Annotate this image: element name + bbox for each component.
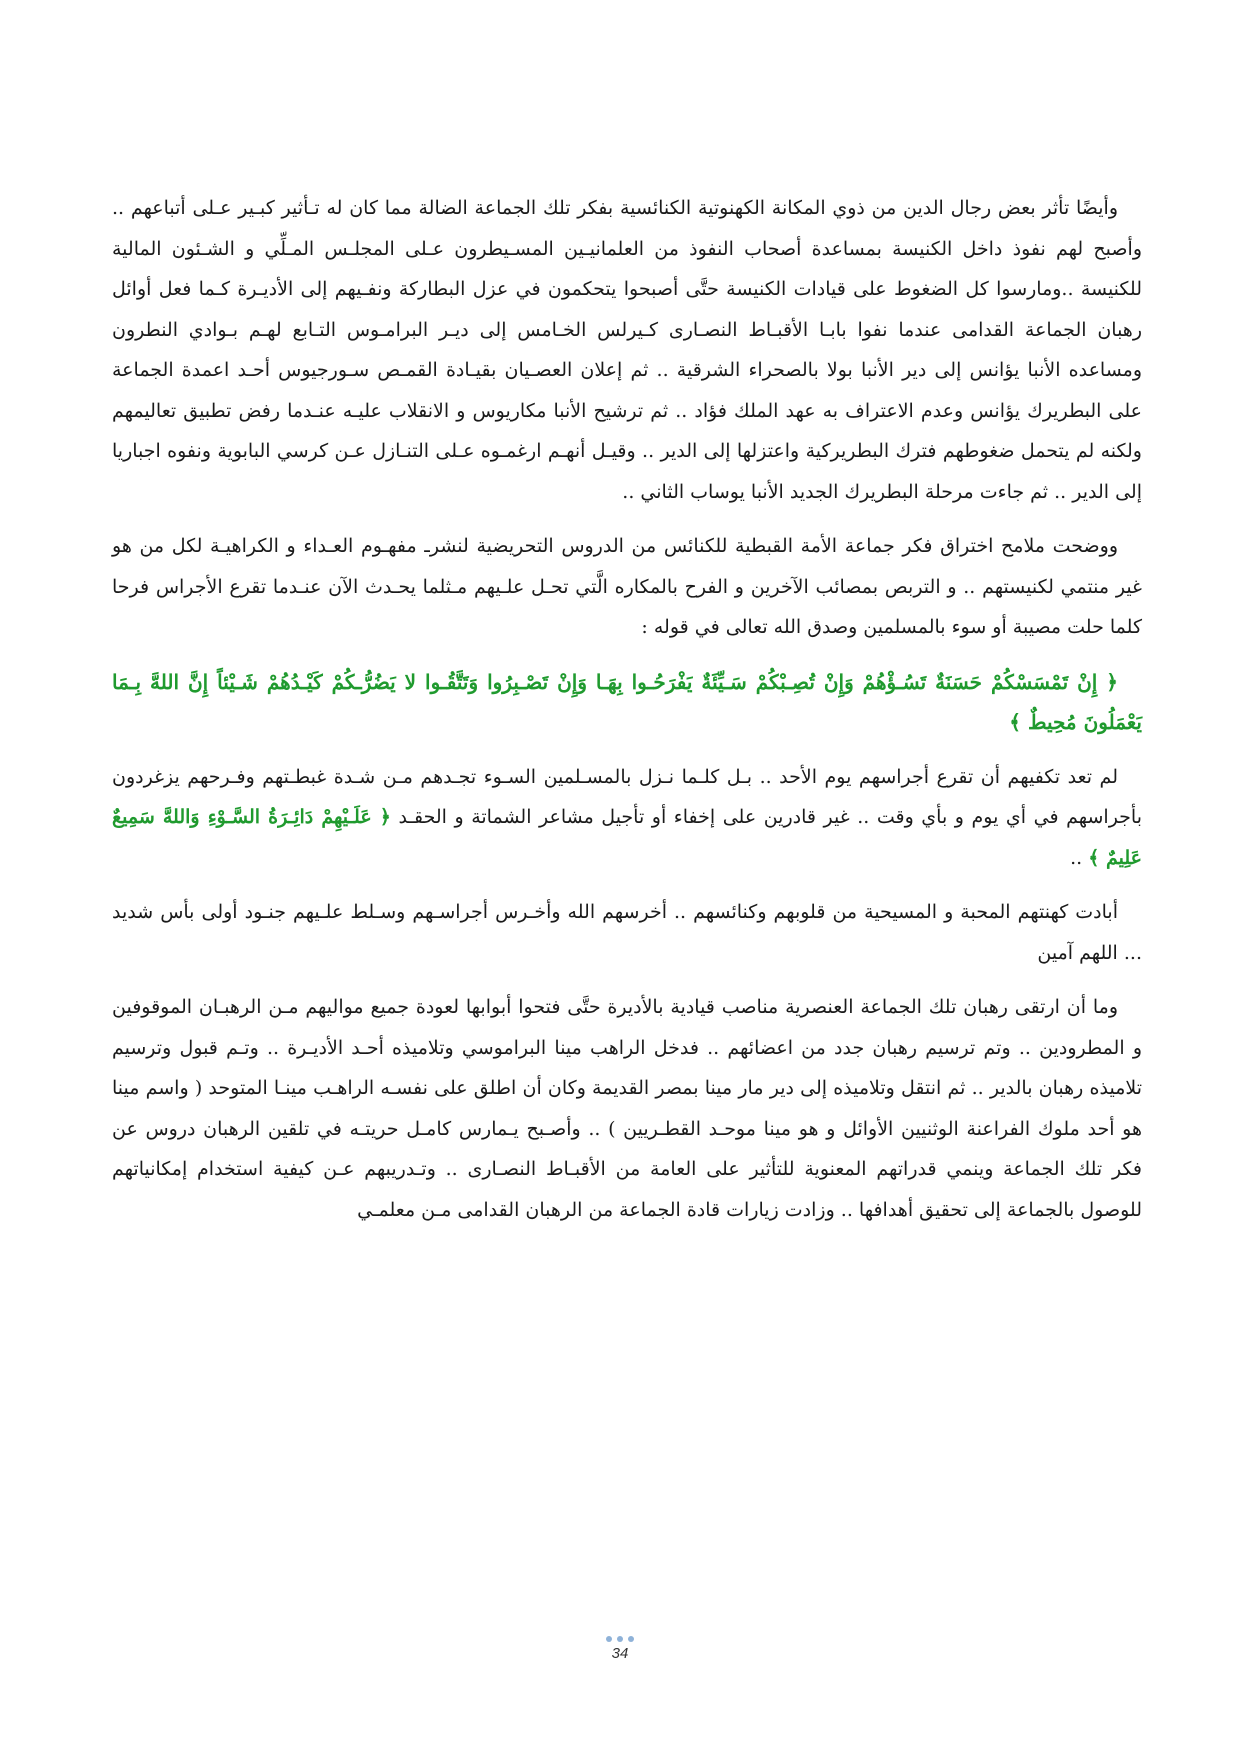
paragraph-2: ووضحت ملامح اختراق فكر جماعة الأمة القبطية للكنائس من الدروس التحريضية لنشرـ مفهـوم العـداء و الكراهيـة لكل من هو غير منتمي لكنيستهم .. و التربص بمصائب الآخرين و الفرح بالمكاره الَّتي تحـل علـيهم مـثلما يحـدث الآن عنـدما تقرع الأجراس فرحا كلما حلت مصيبة أو سوء بالمسلمين وصدق الله تعالى في قوله :	[112, 535, 1142, 638]
page-dots-ornament	[0, 1636, 1240, 1644]
paragraph-1: وأيضًا تأثر بعض رجال الدين من ذوي المكانة الكهنوتية الكنائسية بفكر تلك الجماعة الضالة مما كان له تـأثير كبـير عـلى أتباعهم .. وأصبح لهم نفوذ داخل الكنيسة بمساعدة أصحاب النفوذ من العلمانيـين المسـيطرون عـلى المجلـس المـلِّي و الشـئون المالية للكنيسة ..ومارسوا كل الضغوط على قيادات الكنيسة حتَّى أصبحوا يتحكمون في عزل البطاركة ونفـيهم إلى الأديـرة كـما فعل أوائل رهبان الجماعة القدامى عندما نفوا بابـا الأقبـاط النصـارى كـيرلس الخـامس إلى ديـر البرامـوس التـابع لهـم بـوادي النطرون ومساعده الأنبا يؤانس إلى دير الأنبا بولا بالصحراء الشرقية .. ثم إعلان العصـيان بقيـادة القمـص سـورجيوس أحـد اعمدة الجماعة على البطريرك يؤانس وعدم الاعتراف به عهد الملك فؤاد .. ثم ترشيح الأنبا مكاريوس و الانقلاب عليـه عنـدما رفض تطبيق تعاليمهم ولكنه لم يتحمل ضغوطهم فترك البطريركية واعتزلها إلى الدير .. وقيـل أنهـم ارغمـوه عـلى التنـازل عـن كرسي البابوية ونفوه اجباريا إلى الدير .. ثم جاءت مرحلة البطريرك الجديد الأنبا يوساب الثاني ..	[112, 197, 1142, 503]
dot-icon	[606, 1636, 612, 1642]
paragraph-3	[112, 757, 1142, 879]
paragraph-5: وما أن ارتقى رهبان تلك الجماعة العنصرية مناصب قيادية بالأديرة حتَّى فتحوا أبوابها لعودة جميع مواليهم مـن الرهبـان الموقوفين و المطرودين .. وتم ترسيم رهبان جدد من اعضائهم .. فدخل الراهب مينا البراموسي وتلاميذه أحـد الأديـرة .. وتـم قبول وترسيم تلاميذه رهبان بالدير .. ثم انتقل وتلاميذه إلى دير مار مينا بمصر القديمة وكان أن اطلق على نفسـه الراهـب مينـا المتوحد ( واسم مينا هو أحد ملوك الفراعنة الوثنيين الأوائل و هو مينا موحـد القطـريين ) .. وأصـبح يـمارس كامـل حريتـه في تلقين الرهبان دروس عن فكر تلك الجماعة وينمي قدراتهم المعنوية للتأثير على العامة من الأقبـاط النصـارى .. وتـدريبهم عـن كيفية استخدام إمكانياتهم للوصول بالجماعة إلى تحقيق أهدافها .. وزادت زيارات قادة الجماعة من الرهبان القدامى مـن معلمـي	[112, 996, 1142, 1221]
dot-icon	[617, 1636, 623, 1642]
paragraph-4: أبادت كهنتهم المحبة و المسيحية من قلوبهم وكنائسهم .. أخرسهم الله وأخـرس أجراسـهم وسـلط علـيهم جنـود أولى بأس شديد ... اللهم آمين	[112, 901, 1142, 964]
page-number: 34	[611, 1645, 629, 1662]
paragraph-3-ending: ..	[1070, 846, 1089, 869]
paragraph-3-text: لم تعد تكفيهم أن تقرع أجراسهم يوم الأحد .. بـل كلـما نـزل بالمسـلمين السـوء تجـدهم مـن شـدة غبطـتهم وفـرحهم يزغردون بأجراسهم في أي يوم و بأي وقت .. غير قادرين على إخفاء أو تأجيل مشاعر الشماتة و الحقـد	[112, 765, 1142, 828]
document-body	[112, 188, 1142, 1244]
quran-verse-2: ﴿ عَلَـيْهِمْ دَائِـرَةُ السَّـوْءِ وَاللهَّ سَمِيعٌ عَلِيمٌ ﴾	[112, 806, 1142, 869]
quran-verse-1: ﴿ إِنْ تَمْسَسْكُمْ حَسَنَةٌ تَسُـؤْهُمْ وَإِنْ تُصِـبْكُمْ سَـيِّئَةٌ يَفْرَحُـوا بِهَـا وَإِنْ تَصْـبِرُوا وَتَتَّقُـوا لا يَضُرُّـكُمْ كَيْـدُهُمْ شَـيْئاً إِنَّ اللهَّ بِـمَا يَعْمَلُونَ مُحِيطٌ ﴾	[112, 669, 1142, 734]
page-footer	[0, 1636, 1240, 1662]
dot-icon	[628, 1636, 634, 1642]
